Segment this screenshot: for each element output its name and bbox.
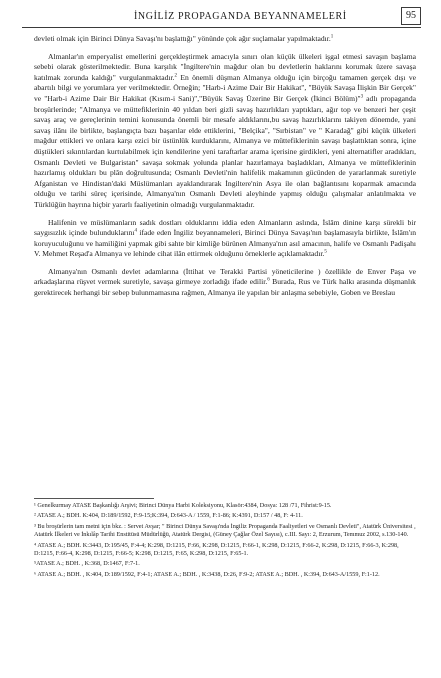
paragraph-1 — [34, 34, 416, 45]
paragraph-3-text-a: Halifenin ve müslümanların sadık dostları olduklarını iddia eden Almanların aslında, İslâm dinine karşı sürekli bir saygısızlık içinde bulunduklarını — [34, 217, 416, 238]
footnote-2: ² ATASE A.; BDH. K:404, D:189/1592, F:9-15;K:394, D:643-A / 1559, F:1-86; K:4391, D:157 / 48, F: 4-11. — [34, 512, 303, 520]
footnotes — [34, 502, 416, 581]
footnote-5: ⁵ATASE A.; BDH. , K:368, D:1467, F:7-1. — [34, 560, 140, 568]
footnote-6: ⁶ ATASE A.; BDH. , K:404, D:189/1592, F:4-1; ATASE A.; BDH. , K:3438, D:26, F:9-2; ATASE A.; BDH. , K:394, D:643-A/1559, F:1-12. — [34, 570, 380, 578]
paragraph-4 — [34, 267, 416, 299]
footnote-1: ¹ Genelkurmay ATASE Başkanlığı Arşivi; Birinci Dünya Harbi Koleksiyonu, Klasör:4384, Dosya: 128 /71, Fihrist:9-15. — [34, 502, 332, 509]
body-text — [34, 34, 416, 306]
footnote-3: ³ Bu broşürlerin tam metni için bkz. : Servet Avşar; " Birinci Dünya Savaşı'nda İngiliz Propaganda Faaliyetleri ve Osmanlı Devleti", Atatürk Üniversitesi , Atatürk İlkeleri ve İnkılâp Tarihi Enstitüsü Müdürlüğü, Atatürk Dergisi, (Güney Çağlar Özel Sayısı), c.III. Sayı: 2, Erzurum, Temmuz 2002, s.130-140. — [34, 522, 416, 539]
paragraph-2-text-a: Almanlar'ın emperyalist emellerini gerçekleştirmek amacıyla sınırı olan küçük ülkeleri işgal etmesi savaşın başlama sebebi olarak gösterilmektedir. Buna karşılık "İngiltere'nin mağdur olan bu devletlerin haklarını korumak üzere savaşa katılmak zorunda kaldığı" vurgulanmaktadır. — [34, 51, 416, 82]
footnote-ref-3: 3 — [360, 94, 364, 100]
page-number: 95 — [401, 7, 421, 25]
footnote-ref-6: 6 — [267, 277, 270, 283]
paragraph-2-text-c: adlı propaganda broşürlerinde; "Almanya ve müttefiklerinin 40 yıldan beri gizli savaş hazırlıkları yaptıkları, ağır top ve benzeri her çeşit savaş araç ve gereçlerinin temini konusunda önemli bir mesafe aldıklarını,bu savaş hazırlıklarını takiyen dönemde, yani savaş ilânı ile birlikte, başlangıçta bazı başarılar elde ettiklerini, "Belçika", "Sırbistan" ve " Karadağ" gibi küçük ülkeleri mağdur ettikleri ve onlara karşı ezici bir üstünlük kurduklarını, Almanya ve müttefiklerinin savaşı başlattıktan sonra, içine düştükleri sıkıntılardan kurtulabilmek için kendilerine yeni taraftarlar arama içerisine girdikleri, yeni alternatifler aradıkları, Osmanlı Devleti ve Bulgaristan" savaşa sokmak yolunda planlar hazırlamaya başladıkları, Almanya ve müttefiklerinin hazırlamış oldukları bu plân doğrultusunda; Osmanlı Devleti'nin halifelik makamının gücünden de yararlanmak suretiyle Afganistan ve Hindistan'daki Müslümanları ayaklandırarak İngiltere'nin Asya ile olan bağlantısını koparmak amacında olduğu ve tarihi süreç içerisinde, Almanya'nın Osmanlı Devleti aleyhinde yapmış olduğu çalışmalar anlatılmakta ve Türklüğün hayrına hiçbir yararlı faaliyetinin olmadığı vurgulanmaktadır. — [34, 93, 417, 209]
paragraph-1-text: devleti olmak için Birinci Dünya Savaşı'nı başlattığı" yönünde çok ağır suçlamalar yapılmaktadır. — [34, 34, 331, 43]
footnote-ref-4: 4 — [134, 228, 137, 234]
footnote-ref-2: 2 — [174, 73, 178, 79]
footnote-ref-5: 5 — [324, 249, 327, 255]
page-header — [22, 7, 421, 28]
footnote-divider — [34, 498, 154, 499]
running-title: İNGİLİZ PROPAGANDA BEYANNAMELERİ — [134, 11, 347, 22]
footnote-ref-1: 1 — [330, 34, 334, 40]
paragraph-4-text-b: Burada, Rus ve Türk halkı arasında düşmanlık gerektirecek herhangi bir sebep bulunmamasına rağmen, Almanya ile yapılan bir anlaşma sebebiyle, Goben ve Breslau — [34, 277, 416, 298]
paragraph-2 — [34, 52, 416, 211]
footnote-4: ⁴ ATASE A.; BDH. K:3443, D:195/45, F:4-4; K:298, D:1215, F:66, K:298, D:1215, F:66-1, K:298, D:1215, F:66-2, K:298, D:1215, F:66-3, K:298, D:1215, F:66-4, K:298, D:1215, F:66-5; K:298, D:1215, F:65, K:298, D:1215, F:65-1. — [34, 541, 399, 558]
paragraph-4-text-a: Almanya'nın Osmanlı devlet adamlarına (İttihat ve Terakki Partisi yöneticilerine ) özellikle de Enver Paşa ve arkadaşlarına rüşvet vermek suretiyle, savaşa girmeye zorladığı ifade edilir. — [34, 266, 416, 287]
paragraph-3-text-b: ifade eden İngiliz beyannameleri, Birinci Dünya Savaşı'nın başlamasıyla birlikte, İslâm'ın koruyuculuğunu ve hamiliğini yapmak gibi sahte bir kimliğe bürünen Almanya'nın asıl amacının, halife ve Osmanlı Padişahı V. Mehmet Reşad'a Almanya ve lehinde cihat ilân ettirmek olduğunu örneklerle açıklamaktadır. — [34, 228, 417, 259]
paragraph-2-text-b: En önemli düşman Almanya olduğu için birçoğu tamamen gerçek dışı ve abartılı bilgi ve yorumlara yer verilmektedir. Örneğin; "Harb-i Azime Dair Bir Hakikat", "Büyük Savaşa İlişkin Bir Gerçek" ve "Harb-i Azime Dair Bir Hakikat (Kısım-i Sani)","Büyük Savaş Üzerine Bir Gerçek (İkinci Bölüm)" — [34, 72, 416, 103]
paragraph-3 — [34, 218, 416, 260]
